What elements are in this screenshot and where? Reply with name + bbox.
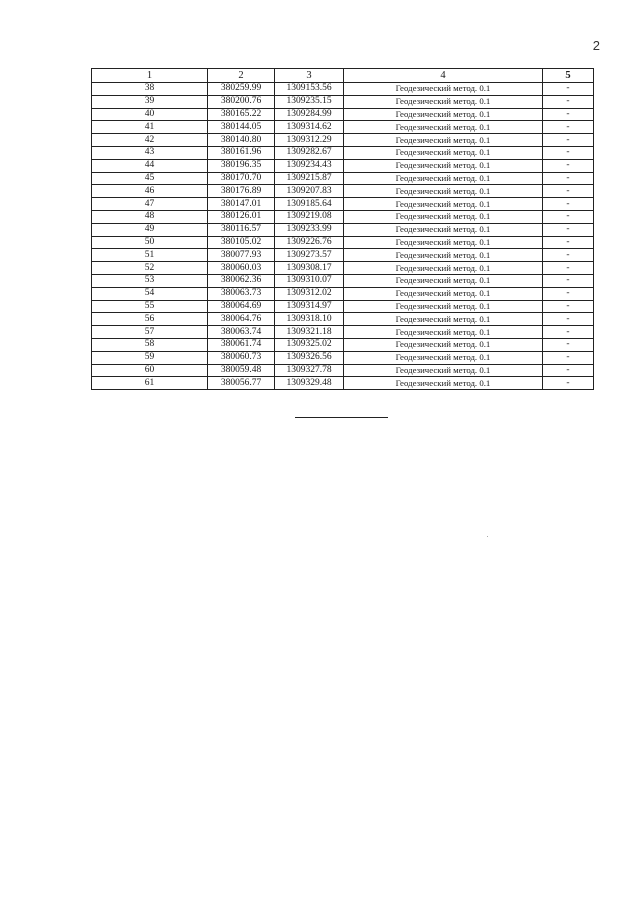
point-number-cell: 61	[92, 377, 208, 390]
point-number-cell: 40	[92, 108, 208, 121]
table-row	[92, 134, 594, 147]
x-coordinate-cell: 380060.03	[208, 262, 275, 275]
table-row	[92, 185, 594, 198]
table-row	[92, 351, 594, 364]
method-cell: Геодезический метод. 0.1	[344, 313, 543, 326]
note-cell: -	[543, 300, 594, 313]
table-row	[92, 249, 594, 262]
y-coordinate-cell: 1309215.87	[275, 172, 344, 185]
method-cell: Геодезический метод. 0.1	[344, 262, 543, 275]
method-cell: Геодезический метод. 0.1	[344, 185, 543, 198]
point-number-cell: 50	[92, 236, 208, 249]
point-number-cell: 52	[92, 262, 208, 275]
table-row	[92, 83, 594, 96]
x-coordinate-cell: 380116.57	[208, 223, 275, 236]
point-number-cell: 49	[92, 223, 208, 236]
y-coordinate-cell: 1309185.64	[275, 198, 344, 211]
point-number-cell: 43	[92, 146, 208, 159]
x-coordinate-cell: 380165.22	[208, 108, 275, 121]
method-cell: Геодезический метод. 0.1	[344, 83, 543, 96]
table-row	[92, 364, 594, 377]
method-cell: Геодезический метод. 0.1	[344, 108, 543, 121]
note-cell: -	[543, 326, 594, 339]
y-coordinate-cell: 1309321.18	[275, 326, 344, 339]
point-number-cell: 60	[92, 364, 208, 377]
x-coordinate-cell: 380200.76	[208, 95, 275, 108]
y-coordinate-cell: 1309226.76	[275, 236, 344, 249]
x-coordinate-cell: 380063.74	[208, 326, 275, 339]
point-number-cell: 58	[92, 338, 208, 351]
note-cell: -	[543, 108, 594, 121]
table-row	[92, 300, 594, 313]
y-coordinate-cell: 1309325.02	[275, 338, 344, 351]
y-coordinate-cell: 1309284.99	[275, 108, 344, 121]
note-cell: -	[543, 134, 594, 147]
table-row	[92, 262, 594, 275]
x-coordinate-cell: 380077.93	[208, 249, 275, 262]
note-cell: -	[543, 274, 594, 287]
coordinates-table	[91, 68, 594, 390]
x-coordinate-cell: 380170.70	[208, 172, 275, 185]
method-cell: Геодезический метод. 0.1	[344, 249, 543, 262]
point-number-cell: 53	[92, 274, 208, 287]
table-row	[92, 377, 594, 390]
y-coordinate-cell: 1309233.99	[275, 223, 344, 236]
note-cell: -	[543, 146, 594, 159]
table-body	[92, 83, 594, 390]
x-coordinate-cell: 380064.69	[208, 300, 275, 313]
x-coordinate-cell: 380061.74	[208, 338, 275, 351]
x-coordinate-cell: 380064.76	[208, 313, 275, 326]
y-coordinate-cell: 1309219.08	[275, 210, 344, 223]
section-divider-line	[295, 417, 388, 418]
note-cell: -	[543, 95, 594, 108]
table-row	[92, 223, 594, 236]
x-coordinate-cell: 380176.89	[208, 185, 275, 198]
x-coordinate-cell: 380140.80	[208, 134, 275, 147]
note-cell: -	[543, 223, 594, 236]
point-number-cell: 47	[92, 198, 208, 211]
x-coordinate-cell: 380063.73	[208, 287, 275, 300]
table-row	[92, 172, 594, 185]
method-cell: Геодезический метод. 0.1	[344, 287, 543, 300]
header-col-2: 2	[208, 69, 275, 83]
note-cell: -	[543, 262, 594, 275]
note-cell: -	[543, 377, 594, 390]
note-cell: -	[543, 83, 594, 96]
note-cell: -	[543, 313, 594, 326]
table-row	[92, 326, 594, 339]
x-coordinate-cell: 380059.48	[208, 364, 275, 377]
method-cell: Геодезический метод. 0.1	[344, 146, 543, 159]
method-cell: Геодезический метод. 0.1	[344, 134, 543, 147]
y-coordinate-cell: 1309308.17	[275, 262, 344, 275]
y-coordinate-cell: 1309273.57	[275, 249, 344, 262]
x-coordinate-cell: 380056.77	[208, 377, 275, 390]
note-cell: -	[543, 210, 594, 223]
y-coordinate-cell: 1309234.43	[275, 159, 344, 172]
method-cell: Геодезический метод. 0.1	[344, 210, 543, 223]
point-number-cell: 51	[92, 249, 208, 262]
table-row	[92, 95, 594, 108]
header-col-4: 4	[344, 69, 543, 83]
x-coordinate-cell: 380105.02	[208, 236, 275, 249]
page-number: 2	[592, 38, 600, 53]
header-col-5: 5	[543, 69, 594, 83]
point-number-cell: 57	[92, 326, 208, 339]
y-coordinate-cell: 1309207.83	[275, 185, 344, 198]
method-cell: Геодезический метод. 0.1	[344, 172, 543, 185]
point-number-cell: 42	[92, 134, 208, 147]
table-row	[92, 274, 594, 287]
point-number-cell: 59	[92, 351, 208, 364]
y-coordinate-cell: 1309153.56	[275, 83, 344, 96]
table-row	[92, 236, 594, 249]
y-coordinate-cell: 1309312.02	[275, 287, 344, 300]
x-coordinate-cell: 380196.35	[208, 159, 275, 172]
x-coordinate-cell: 380060.73	[208, 351, 275, 364]
note-cell: -	[543, 198, 594, 211]
note-cell: -	[543, 287, 594, 300]
method-cell: Геодезический метод. 0.1	[344, 364, 543, 377]
x-coordinate-cell: 380126.01	[208, 210, 275, 223]
method-cell: Геодезический метод. 0.1	[344, 223, 543, 236]
method-cell: Геодезический метод. 0.1	[344, 159, 543, 172]
note-cell: -	[543, 185, 594, 198]
point-number-cell: 45	[92, 172, 208, 185]
x-coordinate-cell: 380161.96	[208, 146, 275, 159]
point-number-cell: 55	[92, 300, 208, 313]
point-number-cell: 56	[92, 313, 208, 326]
x-coordinate-cell: 380259.99	[208, 83, 275, 96]
note-cell: -	[543, 159, 594, 172]
table-row	[92, 198, 594, 211]
y-coordinate-cell: 1309314.97	[275, 300, 344, 313]
table-header-row	[92, 69, 594, 83]
y-coordinate-cell: 1309314.62	[275, 121, 344, 134]
point-number-cell: 54	[92, 287, 208, 300]
table-row	[92, 338, 594, 351]
scan-speck	[487, 536, 488, 537]
y-coordinate-cell: 1309327.78	[275, 364, 344, 377]
table-row	[92, 121, 594, 134]
table-row	[92, 146, 594, 159]
method-cell: Геодезический метод. 0.1	[344, 300, 543, 313]
point-number-cell: 39	[92, 95, 208, 108]
method-cell: Геодезический метод. 0.1	[344, 236, 543, 249]
note-cell: -	[543, 338, 594, 351]
method-cell: Геодезический метод. 0.1	[344, 326, 543, 339]
table-row	[92, 210, 594, 223]
point-number-cell: 46	[92, 185, 208, 198]
method-cell: Геодезический метод. 0.1	[344, 377, 543, 390]
method-cell: Геодезический метод. 0.1	[344, 198, 543, 211]
y-coordinate-cell: 1309235.15	[275, 95, 344, 108]
note-cell: -	[543, 236, 594, 249]
point-number-cell: 48	[92, 210, 208, 223]
x-coordinate-cell: 380144.05	[208, 121, 275, 134]
table-row	[92, 159, 594, 172]
y-coordinate-cell: 1309310.07	[275, 274, 344, 287]
y-coordinate-cell: 1309312.29	[275, 134, 344, 147]
point-number-cell: 41	[92, 121, 208, 134]
table-row	[92, 313, 594, 326]
point-number-cell: 38	[92, 83, 208, 96]
y-coordinate-cell: 1309329.48	[275, 377, 344, 390]
point-number-cell: 44	[92, 159, 208, 172]
method-cell: Геодезический метод. 0.1	[344, 338, 543, 351]
table-row	[92, 287, 594, 300]
note-cell: -	[543, 172, 594, 185]
y-coordinate-cell: 1309282.67	[275, 146, 344, 159]
method-cell: Геодезический метод. 0.1	[344, 274, 543, 287]
header-col-3: 3	[275, 69, 344, 83]
note-cell: -	[543, 364, 594, 377]
method-cell: Геодезический метод. 0.1	[344, 95, 543, 108]
method-cell: Геодезический метод. 0.1	[344, 351, 543, 364]
note-cell: -	[543, 351, 594, 364]
y-coordinate-cell: 1309326.56	[275, 351, 344, 364]
x-coordinate-cell: 380062.36	[208, 274, 275, 287]
note-cell: -	[543, 249, 594, 262]
y-coordinate-cell: 1309318.10	[275, 313, 344, 326]
header-col-1: 1	[92, 69, 208, 83]
table-row	[92, 108, 594, 121]
method-cell: Геодезический метод. 0.1	[344, 121, 543, 134]
x-coordinate-cell: 380147.01	[208, 198, 275, 211]
note-cell: -	[543, 121, 594, 134]
